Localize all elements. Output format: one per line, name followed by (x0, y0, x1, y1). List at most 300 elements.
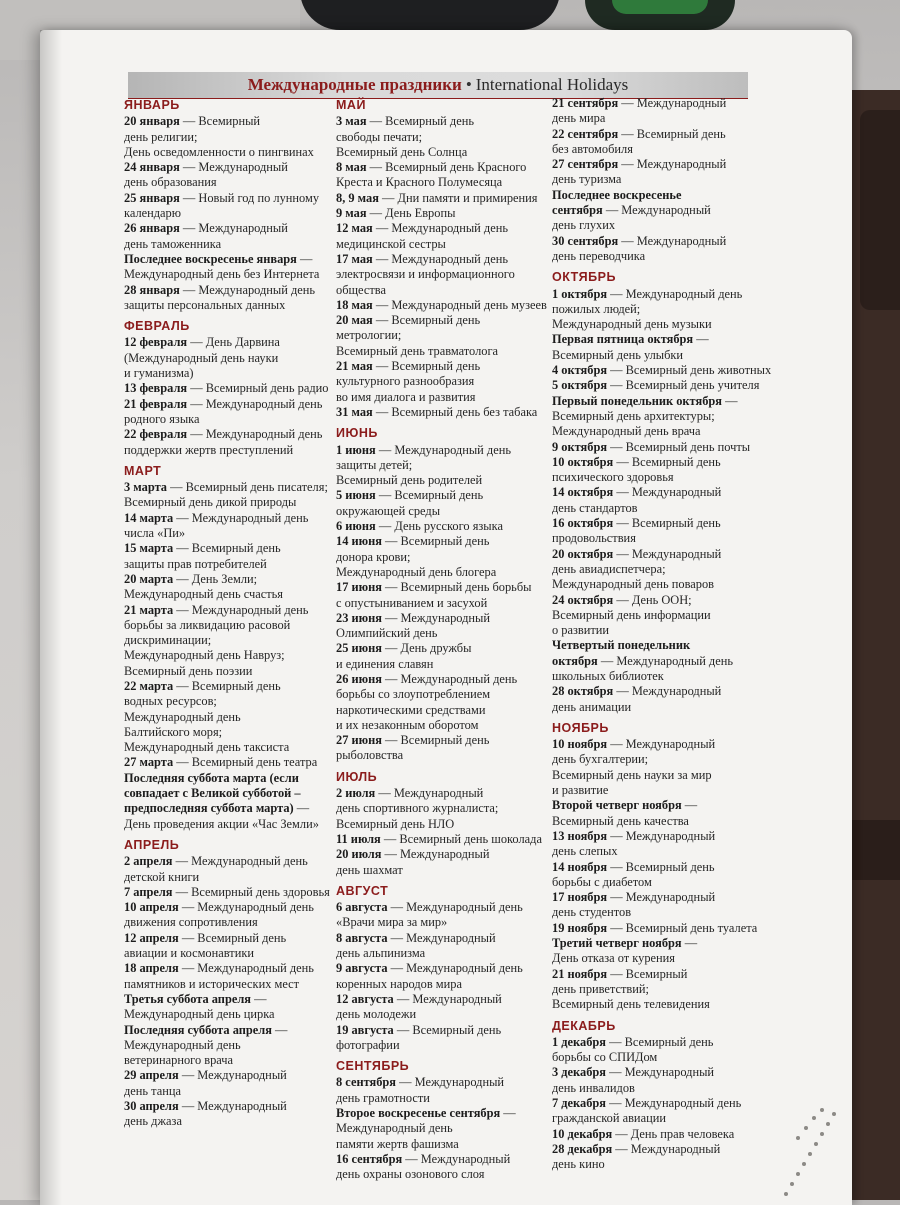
holiday-text: Всемирный день качества (552, 813, 689, 828)
holiday-line (336, 931, 558, 946)
holiday-text: Балтийского моря; (124, 724, 223, 739)
holiday-text: — Всемирный день (366, 114, 475, 129)
holiday-text: — Международный (381, 847, 490, 862)
holiday-date: 7 апреля (124, 884, 173, 899)
holiday-entry (552, 1035, 774, 1066)
holiday-entry (124, 900, 346, 931)
holiday-entry (552, 1065, 774, 1096)
holiday-line (552, 1081, 774, 1096)
holiday-line (124, 541, 346, 556)
holiday-line (336, 237, 558, 252)
month-section (552, 721, 774, 1013)
holiday-date: 16 октября (552, 516, 614, 531)
holiday-text: — Всемирный день радио (187, 381, 329, 396)
holiday-line (552, 378, 774, 393)
holiday-line (552, 1065, 774, 1080)
holiday-text: — Международный день (187, 427, 323, 442)
holiday-line (336, 786, 558, 801)
page-title (128, 72, 748, 98)
holidays-column-3 (552, 96, 774, 1172)
holiday-date: 14 ноября (552, 859, 608, 874)
holiday-entry (552, 455, 774, 486)
holiday-text: — Всемирный день писателя; (167, 480, 328, 495)
holiday-entry (124, 541, 346, 572)
holiday-line (336, 374, 558, 389)
holiday-text: — День русского языка (375, 519, 503, 534)
holiday-date: 3 декабря (552, 1065, 606, 1080)
holiday-line (124, 397, 346, 412)
holiday-line (336, 801, 558, 816)
holiday-line (552, 516, 774, 531)
month-section (124, 464, 346, 832)
holiday-line (124, 633, 346, 648)
holiday-text: — День Дарвина (187, 335, 280, 350)
holiday-line (552, 501, 774, 516)
holiday-line (336, 534, 558, 549)
holiday-line (124, 130, 346, 145)
holiday-entry (124, 679, 346, 755)
holiday-text: Всемирный день Солнца (336, 144, 468, 159)
holiday-line (124, 114, 346, 129)
holiday-line (552, 409, 774, 424)
holiday-entry (552, 96, 774, 127)
holiday-line (336, 1152, 558, 1167)
holiday-text: день джаза (124, 1114, 182, 1129)
holiday-text: — Всемирный день животных (607, 363, 772, 378)
month-heading: ОКТЯБРЬ (552, 270, 616, 285)
holiday-text: борьбы со злоупотреблением (336, 687, 491, 702)
holiday-entry (336, 580, 558, 611)
holiday-line (336, 328, 558, 343)
holiday-line (552, 921, 774, 936)
holiday-text: Международный день блогера (336, 564, 497, 579)
holiday-entry (552, 593, 774, 639)
holiday-line (336, 1106, 558, 1121)
holiday-entry (336, 847, 558, 878)
holiday-text: — Международный день (178, 961, 314, 976)
holiday-text: числа «Пи» (124, 526, 186, 541)
holiday-entry (552, 394, 774, 440)
holiday-text: день мира (552, 111, 606, 126)
holiday-line (552, 317, 774, 332)
holiday-text: — Международный (387, 930, 496, 945)
holiday-line (124, 206, 346, 221)
holiday-text: рыболовства (336, 748, 404, 763)
holiday-line (336, 580, 558, 595)
holiday-date: Первый понедельник октября (552, 393, 722, 408)
holiday-date: 10 октября (552, 454, 614, 469)
month-heading: ФЕВРАЛЬ (124, 319, 190, 334)
month-section (552, 1019, 774, 1173)
holiday-date: 20 мая (336, 313, 373, 328)
holiday-text: — Международный день (178, 900, 314, 915)
holiday-text: — Международный (179, 160, 288, 175)
holiday-text: — Всемирный день Красного (366, 160, 527, 175)
holiday-entry (124, 885, 346, 900)
holiday-text: водных ресурсов; (124, 694, 217, 709)
holiday-text: — Международный (613, 684, 722, 699)
holiday-text: — Всемирный (607, 966, 688, 981)
holiday-text: Олимпийский день (336, 626, 438, 641)
holiday-line (336, 130, 558, 145)
holiday-line (336, 175, 558, 190)
holiday-line (124, 725, 346, 740)
holiday-line (124, 1099, 346, 1114)
holiday-text: Всемирный день НЛО (336, 816, 455, 831)
holiday-date: 6 июня (336, 519, 376, 534)
holiday-line (552, 752, 774, 767)
holiday-text: день таможенника (124, 236, 222, 251)
holiday-text: день грамотности (336, 1090, 430, 1105)
holiday-line (124, 694, 346, 709)
holiday-line (336, 252, 558, 267)
holiday-text: день глухих (552, 218, 616, 233)
holiday-date: Четвертый понедельник (552, 638, 691, 653)
holiday-entry (336, 1106, 558, 1152)
holiday-line (336, 977, 558, 992)
holiday-text: Международный день поваров (552, 577, 715, 592)
holidays-column-2 (336, 96, 558, 1182)
holiday-text: — Всемирный день (393, 1022, 502, 1037)
month-heading: АВГУСТ (336, 883, 389, 898)
perforation-dot (790, 1182, 794, 1186)
holiday-line (552, 844, 774, 859)
holiday-line (336, 488, 558, 503)
holiday-line (124, 1068, 346, 1083)
holiday-line (336, 565, 558, 580)
holiday-text: борьбы с диабетом (552, 874, 652, 889)
holiday-line (124, 992, 346, 1007)
holiday-entry (124, 1023, 346, 1069)
holiday-text: Всемирный день поэзии (124, 663, 253, 678)
holiday-line (552, 547, 774, 562)
perforation-dot (812, 1116, 816, 1120)
holiday-text: Всемирный день родителей (336, 473, 483, 488)
holiday-date: совпадает с Великой субботой – (124, 786, 301, 801)
holiday-line (124, 740, 346, 755)
holiday-line (336, 1023, 558, 1038)
holiday-line (124, 618, 346, 633)
holiday-line (124, 283, 346, 298)
holiday-line (552, 111, 774, 126)
holiday-text: школьных библиотек (552, 668, 664, 683)
holiday-line (336, 672, 558, 687)
holiday-text: — День дружбы (381, 641, 472, 656)
month-heading: АПРЕЛЬ (124, 837, 180, 852)
holiday-line (336, 359, 558, 374)
holiday-date: 21 марта (124, 602, 174, 617)
holiday-text: — День Земли; (173, 571, 258, 586)
holiday-date: 9 августа (336, 961, 388, 976)
holiday-text: — Международный (613, 546, 722, 561)
holiday-date: 22 марта (124, 678, 174, 693)
perforation-dot (820, 1132, 824, 1136)
holiday-line (552, 860, 774, 875)
holiday-text: день анимации (552, 699, 632, 714)
holiday-text: Всемирный день информации (552, 607, 711, 622)
month-section (336, 98, 558, 420)
holiday-line (552, 440, 774, 455)
holiday-date: 14 марта (124, 510, 174, 525)
perforation-dot (796, 1136, 800, 1140)
holiday-entry (336, 488, 558, 519)
month-section (336, 1059, 558, 1182)
holiday-date: 22 февраля (124, 427, 188, 442)
holiday-entry (336, 160, 558, 191)
holiday-date: 12 мая (336, 221, 373, 236)
holiday-line (124, 817, 346, 832)
month-heading: ИЮЛЬ (336, 769, 378, 784)
holiday-text: Международный день таксиста (124, 740, 290, 755)
holiday-entry (336, 900, 558, 931)
holiday-text: коренных народов мира (336, 976, 462, 991)
holiday-entry (336, 405, 558, 420)
holiday-text: без автомобиля (552, 141, 633, 156)
title-separator: • (465, 75, 472, 94)
holiday-entry (336, 1152, 558, 1183)
holiday-entry (552, 234, 774, 265)
holiday-text: — Дни памяти и примирения (378, 190, 538, 205)
holiday-entry (552, 921, 774, 936)
holiday-text: — Международный день (387, 961, 523, 976)
holiday-line (336, 267, 558, 282)
holiday-line (124, 679, 346, 694)
holiday-line (124, 298, 346, 313)
holiday-text: — (293, 801, 310, 816)
holiday-line (124, 885, 346, 900)
holiday-text: — Всемирный день (613, 454, 721, 469)
holiday-line (124, 961, 346, 976)
holiday-text: — Всемирный день (173, 678, 281, 693)
holiday-entry (336, 191, 558, 206)
holiday-text: Всемирный день улыбки (552, 347, 684, 362)
holiday-line (124, 351, 346, 366)
holiday-date: октября (552, 653, 598, 668)
holiday-date: 2 июля (336, 786, 376, 801)
holiday-entry (552, 378, 774, 393)
holiday-date: 13 ноября (552, 828, 608, 843)
holiday-line (124, 977, 346, 992)
holiday-text: — День ООН; (613, 592, 692, 607)
holiday-entry (552, 287, 774, 333)
holiday-text: наркотическими средствами (336, 702, 486, 717)
holiday-line (124, 1053, 346, 1068)
holiday-text: день кино (552, 1157, 605, 1172)
holiday-entry (124, 427, 346, 458)
holiday-line (552, 997, 774, 1012)
holiday-text: — Международный (178, 1068, 287, 1083)
holiday-line (124, 175, 346, 190)
holiday-text: день студентов (552, 905, 632, 920)
holiday-line (336, 458, 558, 473)
holiday-line (552, 1142, 774, 1157)
holiday-line (336, 298, 558, 313)
holiday-line (124, 1023, 346, 1038)
holidays-column-1 (124, 96, 346, 1130)
holiday-text: — (693, 332, 709, 347)
holiday-line (552, 1035, 774, 1050)
holiday-line (336, 443, 558, 458)
holiday-date: 17 июня (336, 580, 382, 595)
month-heading: ИЮНЬ (336, 426, 378, 441)
holiday-entry (552, 638, 774, 684)
holiday-entry (336, 114, 558, 160)
holiday-date: 26 января (124, 221, 180, 236)
holiday-text: день шахмат (336, 862, 403, 877)
holiday-line (552, 302, 774, 317)
holiday-date: 28 октября (552, 684, 614, 699)
holiday-date: 15 марта (124, 541, 174, 556)
holiday-entry (552, 157, 774, 188)
holiday-text: — Всемирный день (606, 1034, 714, 1049)
holiday-line (124, 1114, 346, 1129)
holiday-entry (124, 603, 346, 679)
holiday-text: свободы печати; (336, 129, 423, 144)
holiday-date: 25 января (124, 190, 180, 205)
holiday-entry (552, 1142, 774, 1173)
holiday-text: календарю (124, 206, 182, 221)
holiday-line (552, 982, 774, 997)
month-heading: ЯНВАРЬ (124, 98, 180, 112)
holiday-text: — Всемирный день почты (607, 439, 751, 454)
holiday-line (336, 1038, 558, 1053)
holiday-entry (336, 206, 558, 221)
holiday-text: детской книги (124, 869, 200, 884)
holiday-line (124, 511, 346, 526)
holiday-date: 6 августа (336, 900, 388, 915)
holiday-text: — Международный (178, 1099, 287, 1113)
holiday-text: Всемирный день дикой природы (124, 495, 297, 510)
holiday-text: — Международный день (372, 251, 508, 266)
holiday-text: психического здоровья (552, 470, 674, 485)
holiday-line (552, 890, 774, 905)
perforation-dot (820, 1108, 824, 1112)
holiday-text: день слепых (552, 844, 618, 859)
holiday-text: — Всемирный день (372, 313, 481, 328)
holiday-text: родного языка (124, 411, 200, 426)
holiday-line (336, 390, 558, 405)
holiday-line (336, 313, 558, 328)
holiday-text: — Международный (381, 610, 491, 625)
holiday-entry (336, 672, 558, 733)
holiday-date: 7 декабря (552, 1096, 606, 1110)
holiday-text: электросвязи и информационного (336, 267, 515, 282)
holiday-text: борьбы со СПИДом (552, 1050, 658, 1065)
holiday-line (336, 1091, 558, 1106)
holiday-line (552, 700, 774, 715)
holiday-line (552, 967, 774, 982)
holiday-text: день молодежи (336, 1007, 417, 1022)
holiday-date: 10 ноября (552, 737, 608, 752)
holiday-text: день охраны озонового слоя (336, 1167, 485, 1182)
holiday-entry (124, 480, 346, 511)
holiday-line (124, 664, 346, 679)
holiday-entry (124, 283, 346, 314)
holiday-text: — (500, 1106, 516, 1120)
holiday-text: окружающей среды (336, 503, 441, 518)
holiday-date: Последняя суббота апреля (124, 1022, 272, 1037)
holiday-text: — Международный (607, 828, 716, 843)
holiday-text: общества (336, 282, 386, 297)
holiday-entry (336, 443, 558, 489)
holiday-text: культурного разнообразия (336, 374, 475, 389)
holiday-date: сентября (552, 203, 603, 218)
holiday-date: 3 мая (336, 114, 367, 129)
month-heading: СЕНТЯБРЬ (336, 1059, 410, 1074)
holiday-line (124, 145, 346, 160)
holiday-line (552, 737, 774, 752)
holiday-text: — Международный (179, 221, 288, 236)
holiday-date: 23 июня (336, 610, 382, 625)
holiday-line (336, 992, 558, 1007)
holiday-line (552, 470, 774, 485)
month-section (336, 426, 558, 764)
perforation-dot (802, 1162, 806, 1166)
holiday-line (124, 221, 346, 236)
holiday-entry (124, 381, 346, 396)
month-section (552, 270, 774, 715)
holiday-text: — Всемирный день (372, 359, 481, 374)
holiday-entry (336, 961, 558, 992)
holiday-line (124, 427, 346, 442)
holiday-text: Международный день цирка (124, 1007, 275, 1022)
holiday-line (552, 608, 774, 623)
holiday-text: день стандартов (552, 500, 638, 515)
holiday-entry (124, 1099, 346, 1130)
holiday-date: 31 мая (336, 404, 373, 419)
holiday-date: 30 апреля (124, 1099, 179, 1113)
holiday-date: 20 октября (552, 546, 614, 561)
holiday-text: — Международный (396, 1075, 505, 1090)
holiday-line (552, 798, 774, 813)
holiday-text: Всемирный день науки за мир (552, 767, 712, 782)
perforation-dot (796, 1172, 800, 1176)
holiday-text: защиты прав потребителей (124, 556, 267, 571)
holiday-line (336, 405, 558, 420)
holiday-date: 9 октября (552, 439, 608, 454)
holiday-entry (124, 755, 346, 770)
holiday-line (336, 519, 558, 534)
holiday-line (552, 218, 774, 233)
holiday-text: день религии; (124, 129, 198, 144)
holiday-line (124, 786, 346, 801)
holiday-line (552, 485, 774, 500)
holiday-entry (124, 191, 346, 222)
holiday-entry (552, 829, 774, 860)
holiday-text: Всемирный день архитектуры; (552, 408, 715, 423)
planner-strap (860, 110, 900, 310)
holiday-date: 14 июня (336, 534, 382, 549)
holiday-line (552, 684, 774, 699)
holiday-date: 10 декабря (552, 1126, 613, 1141)
holiday-text: Международный день счастья (124, 587, 283, 602)
holiday-line (124, 443, 346, 458)
month-heading: НОЯБРЬ (552, 720, 609, 735)
holiday-text: — Всемирный день (381, 534, 490, 549)
holiday-text: — (721, 393, 738, 408)
holiday-entry (552, 485, 774, 516)
month-heading: ДЕКАБРЬ (552, 1018, 616, 1033)
holiday-date: 21 февраля (124, 396, 188, 411)
holiday-text: и единения славян (336, 656, 434, 671)
holiday-entry (336, 298, 558, 313)
holiday-line (552, 142, 774, 157)
holiday-date: 25 июня (336, 641, 382, 656)
holiday-text: Всемирный день травматолога (336, 343, 499, 358)
holiday-text: Международный день (336, 1121, 453, 1136)
holiday-line (124, 1007, 346, 1022)
holiday-date: 26 июня (336, 671, 382, 686)
